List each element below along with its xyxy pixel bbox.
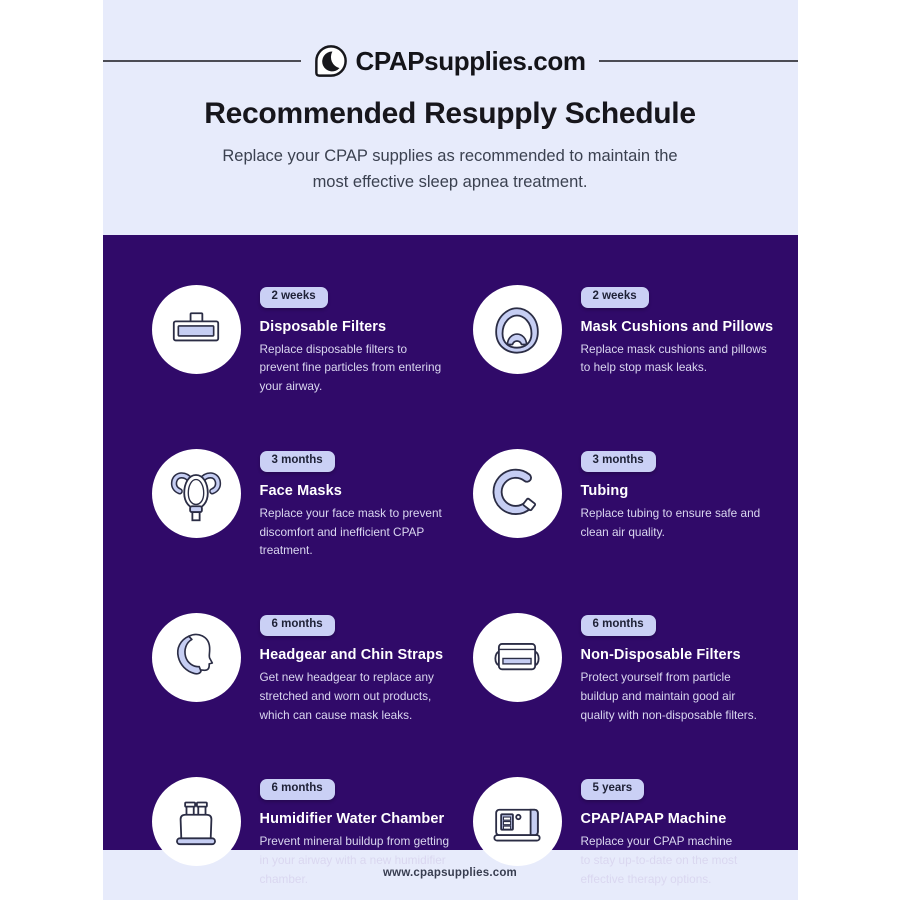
item-title: Non-Disposable Filters	[580, 646, 741, 663]
item-icon-circle	[473, 613, 562, 702]
item-title: Humidifier Water Chamber	[259, 810, 445, 827]
item-title: Face Masks	[259, 482, 342, 499]
interval-badge: 2 weeks	[260, 287, 328, 308]
resupply-item-headgear	[152, 613, 473, 724]
item-icon-circle	[152, 449, 241, 538]
item-icon-circle	[473, 449, 562, 538]
schedule-grid	[103, 235, 798, 889]
item-title: Headgear and Chin Straps	[259, 646, 444, 663]
resupply-item-disposable-filters	[152, 285, 473, 396]
item-description: Get new headgear to replace any stretched and worn out products, which can cause mask leaks.	[259, 669, 434, 722]
item-icon-circle	[152, 285, 241, 374]
footer-url: www.cpapsupplies.com	[383, 867, 517, 879]
header	[103, 0, 798, 235]
item-description: Replace your CPAP machine to stay up-to-date on the most effective therapy options.	[580, 833, 738, 886]
humidifier-chamber-icon	[167, 793, 225, 851]
interval-badge: 6 months	[581, 615, 656, 636]
item-icon-circle	[473, 285, 562, 374]
item-description: Replace your face mask to prevent discomfort and inefficient CPAP treatment.	[259, 505, 442, 558]
page-title: Recommended Resupply Schedule	[204, 97, 696, 130]
non-disposable-filter-icon	[488, 629, 546, 687]
mask-cushion-icon	[488, 301, 546, 359]
infographic-page	[103, 0, 798, 900]
interval-badge: 6 months	[260, 615, 335, 636]
tubing-icon	[488, 465, 546, 523]
moon-bubble-logo-icon	[314, 44, 348, 78]
resupply-item-face-masks	[152, 449, 473, 560]
item-description: Prevent mineral buildup from getting in your airway with a new humidifier chamber.	[259, 833, 450, 886]
logo-text: CPAPsupplies.com	[355, 45, 586, 76]
item-icon-circle	[152, 613, 241, 702]
logo-row	[103, 44, 798, 78]
item-description: Replace disposable filters to prevent fine particles from entering your airway.	[259, 341, 442, 394]
resupply-item-tubing	[473, 449, 790, 560]
footer	[103, 850, 798, 900]
interval-badge: 3 months	[581, 451, 656, 472]
item-title: Mask Cushions and Pillows	[580, 318, 774, 335]
page-subtitle: Replace your CPAP supplies as recommended to maintain the most effective sleep apnea treatment.	[222, 147, 678, 191]
cpap-machine-icon	[488, 793, 546, 851]
disposable-filter-icon	[167, 301, 225, 359]
face-mask-icon	[167, 465, 225, 523]
item-title: Tubing	[580, 482, 629, 499]
item-title: Disposable Filters	[259, 318, 387, 335]
interval-badge: 3 months	[260, 451, 335, 472]
divider-line-right	[599, 60, 798, 62]
resupply-item-non-disposable-filters	[473, 613, 790, 724]
headgear-icon	[167, 629, 225, 687]
resupply-item-mask-cushions	[473, 285, 790, 396]
cpapsupplies-logo	[314, 44, 585, 78]
interval-badge: 2 weeks	[581, 287, 649, 308]
item-description: Replace mask cushions and pillows to help stop mask leaks.	[580, 341, 767, 375]
interval-badge: 5 years	[581, 779, 645, 800]
divider-line-left	[103, 60, 302, 62]
item-description: Replace tubing to ensure safe and clean air quality.	[580, 505, 761, 539]
interval-badge: 6 months	[260, 779, 335, 800]
item-title: CPAP/APAP Machine	[580, 810, 727, 827]
item-description: Protect yourself from particle buildup and maintain good air quality with non-disposable filters.	[580, 669, 757, 722]
